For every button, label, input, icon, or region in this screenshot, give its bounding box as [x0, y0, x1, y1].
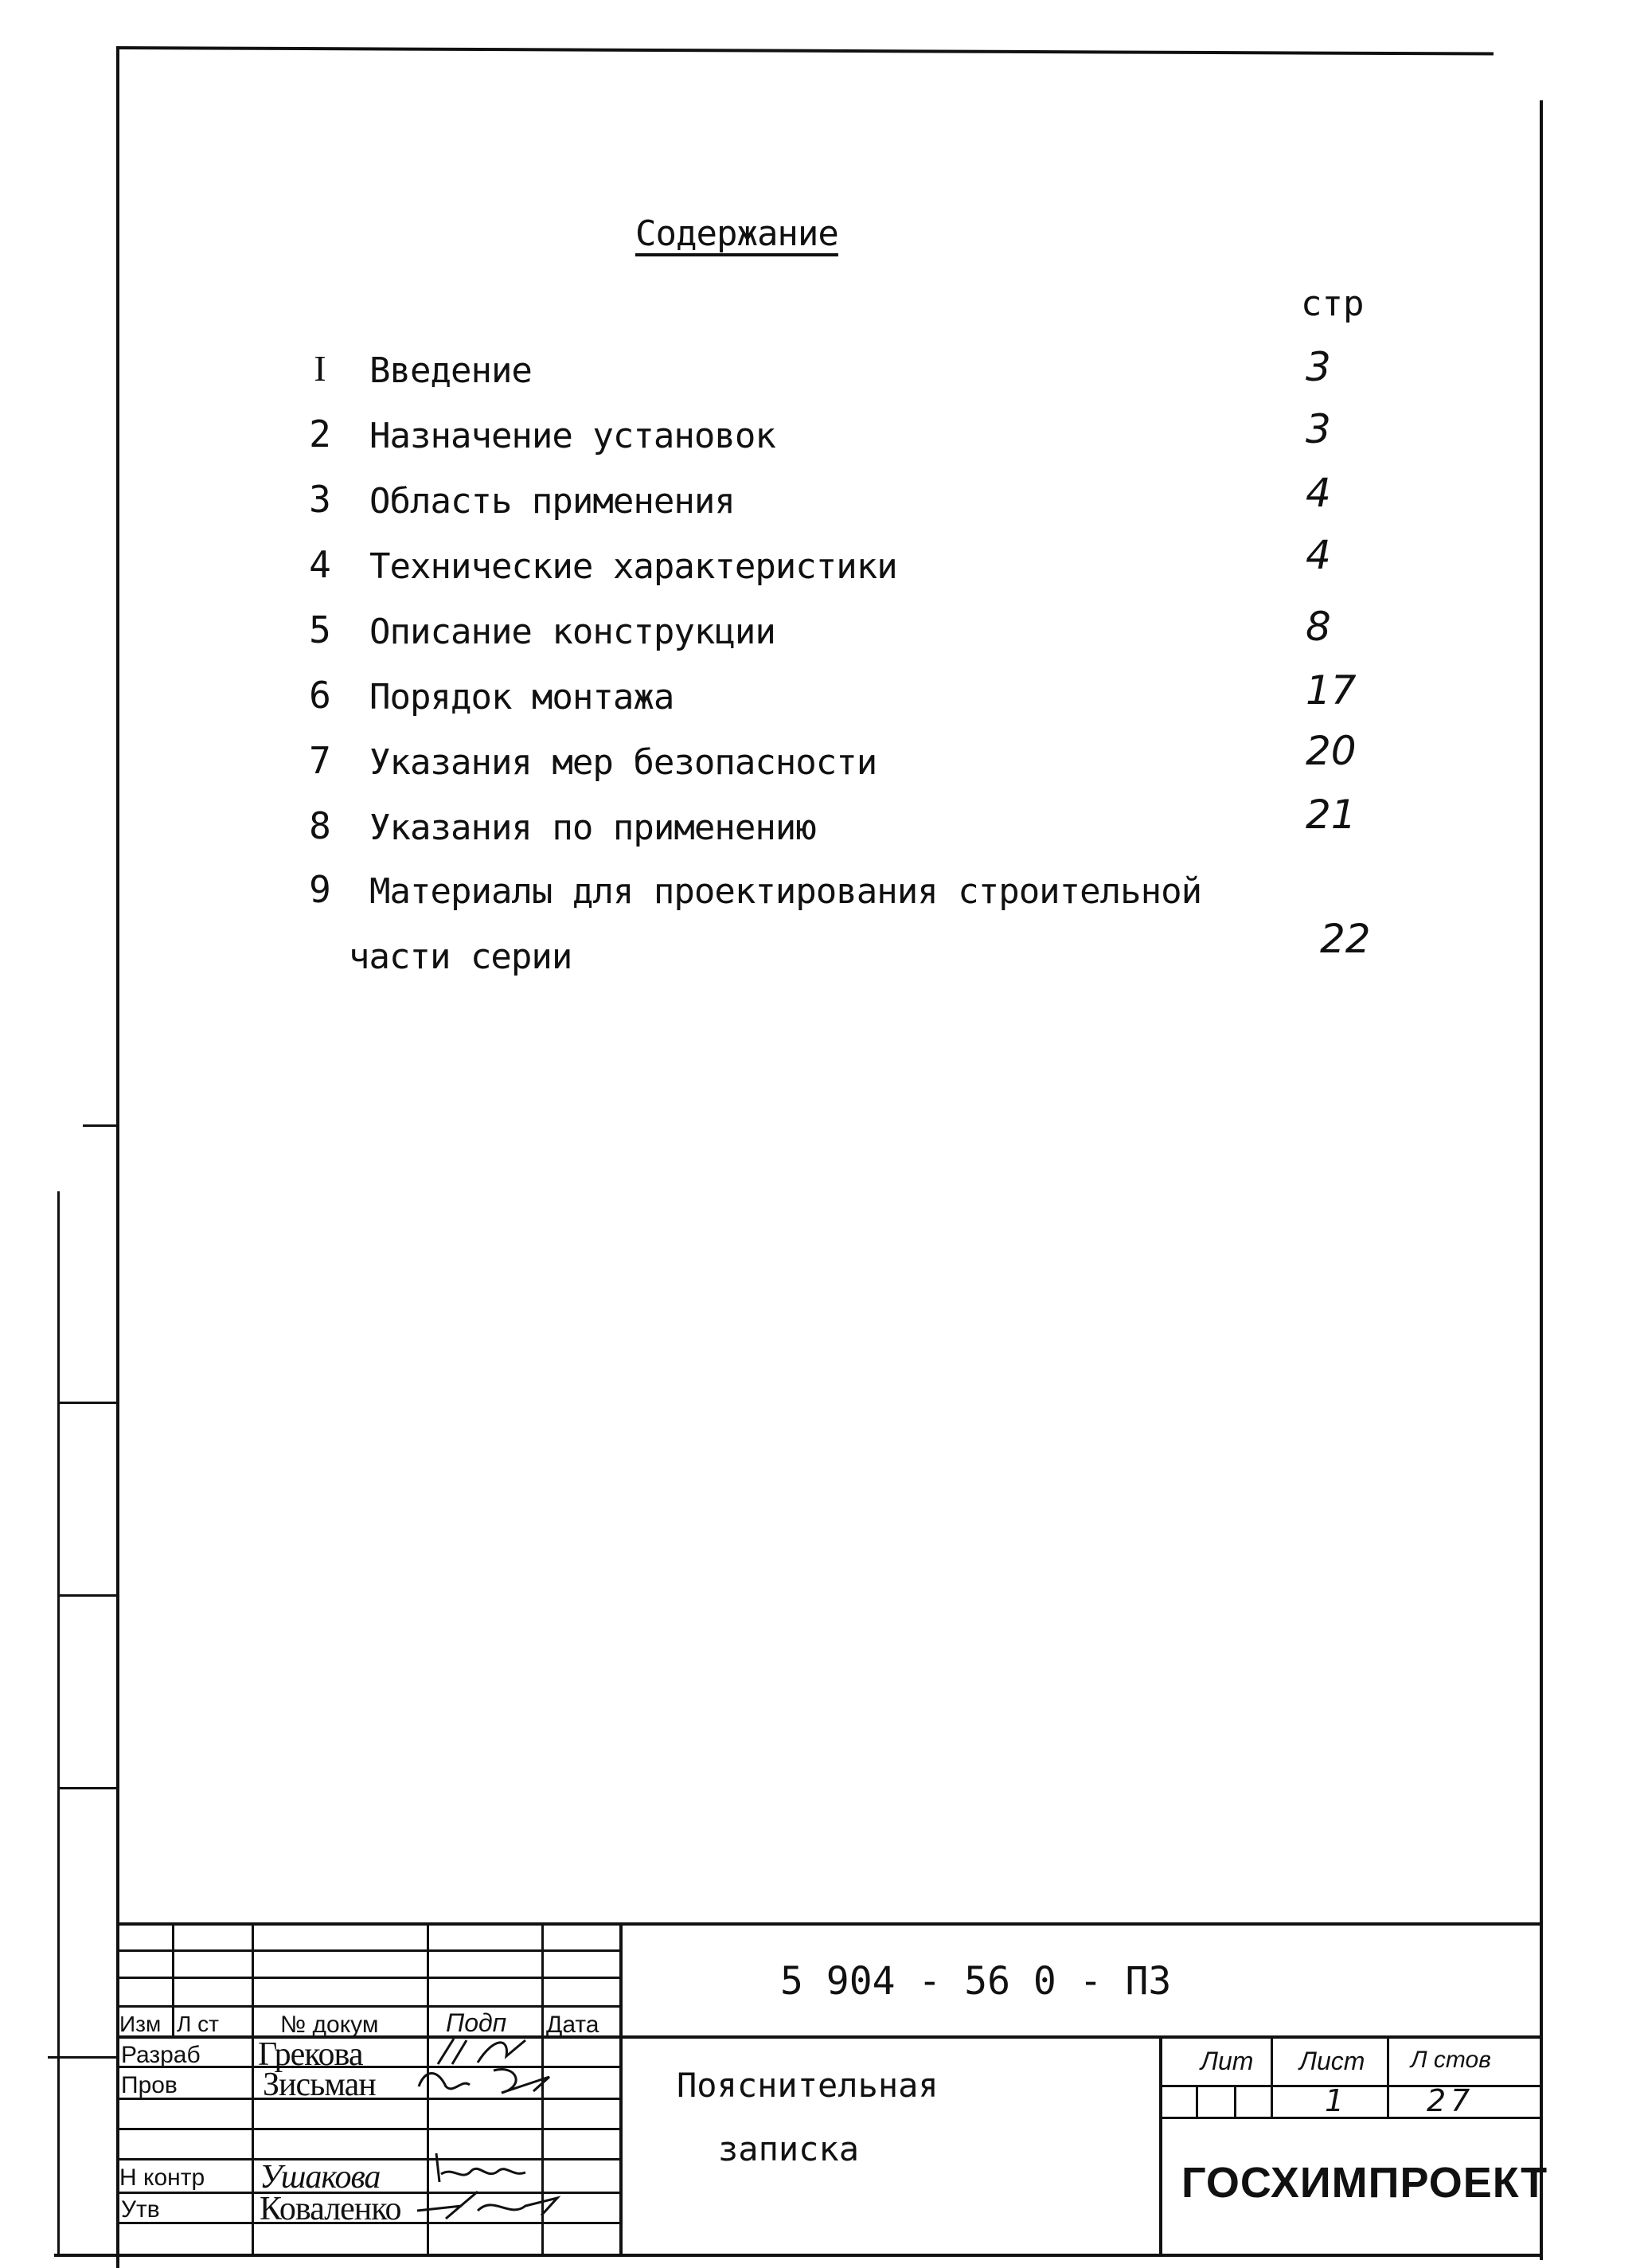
frame-bottom-border [54, 2254, 1543, 2257]
person-name: Ушакова [260, 2159, 381, 2196]
stamp-row-line [116, 1977, 621, 1979]
header-signature: Подп [446, 2008, 507, 2037]
toc-item-number: 3 [309, 478, 331, 521]
toc-item-page: 17 [1306, 667, 1357, 714]
margin-strip-divider [48, 2056, 118, 2059]
header-doc-number: № докум [280, 2012, 379, 2038]
toc-item-title: Описание конструкции [369, 612, 775, 652]
toc-item-number: 9 [309, 868, 331, 911]
margin-strip-divider [57, 1402, 118, 1404]
page-column-label: стр [1301, 284, 1365, 324]
margin-strip-divider [57, 1594, 118, 1597]
toc-item-number: 6 [309, 674, 331, 717]
toc-item-title: Введение [369, 350, 532, 391]
signature-scribble [430, 2150, 541, 2185]
toc-item-title: Материалы для проектирования строительной [369, 871, 1202, 912]
signature-scribble [414, 2063, 565, 2098]
role-label: Утв [121, 2196, 160, 2223]
toc-item-title: Порядок монтажа [369, 677, 674, 718]
header-list: Л ст [177, 2012, 219, 2036]
stamp-col-line [1271, 2035, 1273, 2118]
toc-item-page: 20 [1306, 728, 1357, 774]
frame-left-border [116, 46, 119, 2268]
sheet-label: Лист [1299, 2047, 1365, 2075]
toc-item-page: 8 [1306, 604, 1331, 650]
role-label: Н контр [119, 2164, 205, 2191]
frame-right-border [1540, 100, 1543, 2260]
toc-item-number: 5 [309, 608, 331, 651]
sheet-number: 1 [1325, 2083, 1345, 2118]
page-title: Содержание [635, 213, 838, 254]
role-label: Разраб [121, 2042, 201, 2068]
stamp-row-line [116, 2128, 621, 2130]
toc-item-title: Область применения [369, 481, 735, 522]
person-name: Зисьман [263, 2067, 376, 2103]
toc-item-page: 3 [1306, 406, 1331, 452]
toc-item-title: Назначение установок [369, 416, 775, 456]
toc-item-page: 4 [1306, 470, 1331, 516]
stamp-col-line [1387, 2035, 1389, 2118]
frame-top-border [116, 46, 1494, 56]
toc-item-page: 21 [1306, 792, 1357, 838]
toc-item-number: 4 [309, 543, 331, 586]
margin-strip-line [57, 1191, 60, 2257]
document-title-line1: Пояснительная [677, 2066, 939, 2105]
stamp-row-line [1159, 2085, 1541, 2087]
toc-item-page: 3 [1306, 344, 1331, 390]
margin-tick [83, 1124, 116, 1127]
header-izm: Изм [119, 2012, 162, 2036]
toc-item-page: 4 [1306, 532, 1331, 578]
document-title-line2: записка [718, 2129, 860, 2168]
toc-item-number: 2 [309, 413, 331, 456]
stamp-top-line [116, 1922, 1541, 1926]
stamp-row-line [1159, 2117, 1541, 2119]
toc-item-number: I [314, 348, 326, 389]
lit-label: Лит [1201, 2047, 1254, 2075]
sheets-count: 27 [1427, 2083, 1475, 2118]
toc-item-title: Технические характеристики [369, 546, 897, 587]
toc-item-number: 8 [309, 804, 331, 847]
toc-item-title: Указания по применению [369, 807, 816, 848]
role-label: Пров [121, 2072, 178, 2098]
signature-scribble [414, 2187, 573, 2222]
organization-name: ГОСХИМПРОЕКТ [1181, 2159, 1548, 2207]
margin-strip-divider [57, 1787, 118, 1789]
toc-item-title: Указания мер безопасности [369, 742, 877, 783]
person-name: Коваленко [260, 2191, 401, 2227]
toc-item-number: 7 [309, 739, 331, 782]
stamp-row-line [116, 2005, 621, 2008]
stamp-col-line [619, 1922, 623, 2255]
header-date: Дата [546, 2012, 599, 2038]
sheets-label: Л стов [1411, 2047, 1491, 2073]
stamp-col-line [252, 1922, 254, 2255]
stamp-col-line [1196, 2086, 1198, 2118]
stamp-col-line [1234, 2086, 1236, 2118]
document-code: 5 904 - 56 0 - ПЗ [780, 1959, 1172, 2004]
stamp-col-line [172, 1922, 174, 2037]
toc-item-page: 22 [1320, 916, 1371, 962]
toc-item-title-continued: части серии [349, 937, 572, 977]
stamp-col-line [1159, 2035, 1162, 2255]
person-name: Грекова [258, 2036, 363, 2073]
stamp-row-line [116, 1949, 621, 1952]
